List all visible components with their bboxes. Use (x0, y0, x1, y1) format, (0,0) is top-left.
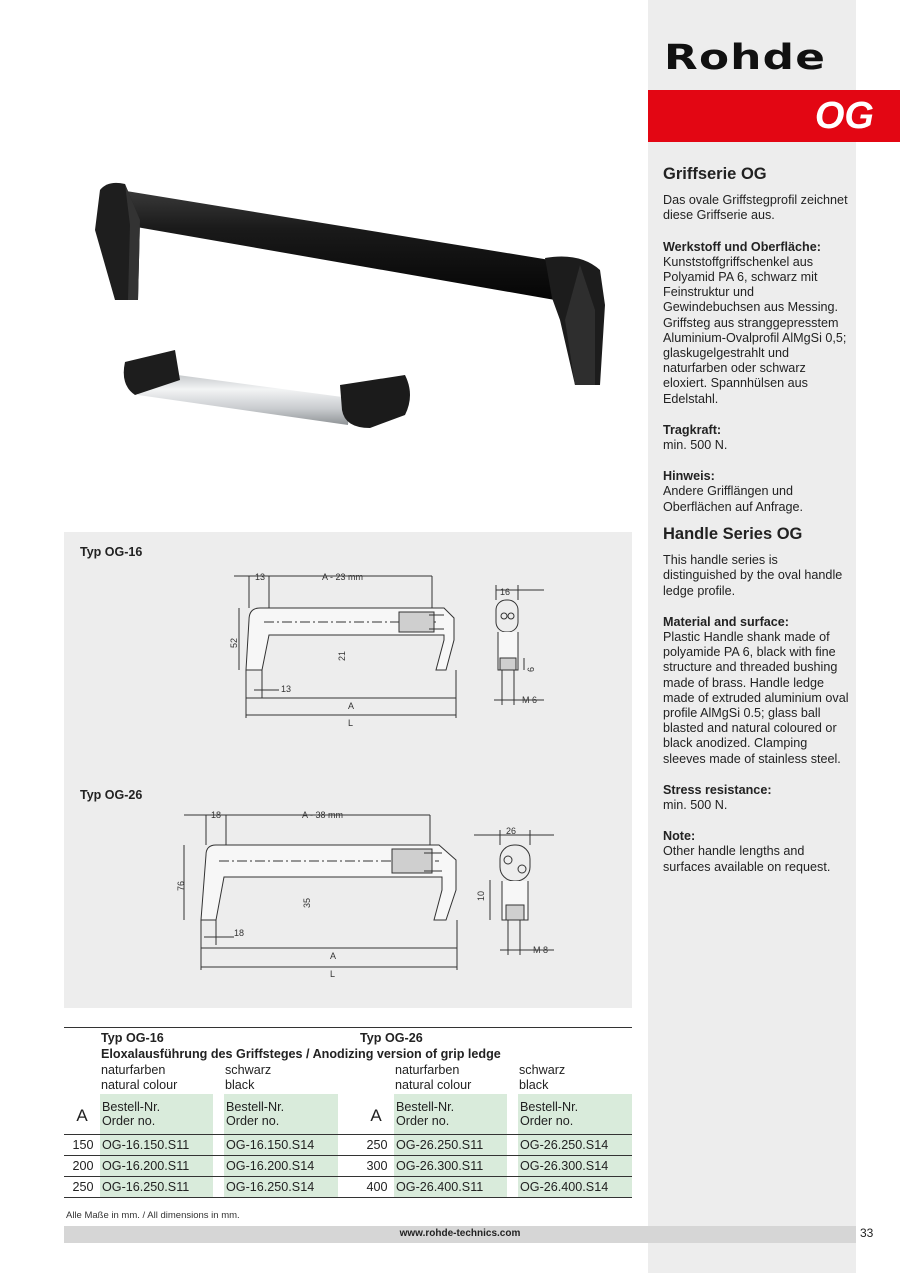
og26-a-value: 300 (366, 1159, 388, 1173)
og26-dim-height: 76 (176, 880, 186, 891)
de-note-text: Andere Grifflängen und Oberflächen auf Anfrage. (663, 484, 804, 514)
og26-dim-top-left: 18 (211, 810, 222, 820)
og16-dim-l: L (348, 718, 354, 728)
og26-a-value: 250 (366, 1138, 388, 1152)
en-material-heading: Material and surface: (663, 614, 789, 629)
og16-dim-bottom-left: 13 (281, 684, 292, 694)
og16-s11-order-no: OG-16.150.S11 (100, 1135, 213, 1156)
en-material (663, 615, 853, 767)
og26-col-a: A (370, 1105, 382, 1125)
og16-s14-order-no: OG-16.250.S14 (224, 1177, 338, 1198)
og26-dim-thread: M 8 (533, 945, 549, 955)
og26-natural-label: naturfarben natural colour (395, 1063, 472, 1092)
de-material-heading: Werkstoff und Oberfläche: (663, 239, 821, 254)
table-row (64, 1177, 632, 1198)
en-load-heading: Stress resistance: (663, 782, 772, 797)
og16-dim-top-span: A - 23 mm (322, 572, 364, 582)
german-description (663, 167, 853, 531)
en-note-text: Other handle lengths and surfaces available on request. (663, 844, 831, 874)
og16-dim-thread: M 6 (522, 695, 538, 705)
de-load-heading: Tragkraft: (663, 422, 722, 437)
og16-natural-label: naturfarben natural colour (101, 1063, 178, 1092)
order-table (64, 1027, 632, 1198)
og26-dim-side-h: 10 (476, 890, 486, 901)
og26-drawing (64, 805, 632, 985)
de-load (663, 423, 853, 453)
table-title-row (64, 1028, 632, 1047)
table-og16-title: Typ OG-16 (101, 1031, 164, 1045)
series-code: OG (814, 95, 874, 137)
og26-black-label: schwarz black (519, 1063, 566, 1092)
english-description (663, 527, 853, 891)
og26-s11-order-no: OG-26.250.S11 (394, 1135, 507, 1156)
rohde-logo: Rohde (664, 38, 827, 78)
footer-url[interactable]: www.rohde-technics.com (399, 1228, 521, 1239)
og16-dim-side-h: 6 (526, 666, 536, 672)
table-header-row (64, 1094, 632, 1135)
product-photo (80, 170, 620, 440)
og26-s14-order-no: OG-26.250.S14 (518, 1135, 632, 1156)
de-intro: Das ovale Griffstegprofil zeichnet diese Griffserie aus. (663, 193, 848, 223)
og26-drawing-label: Typ OG-26 (80, 788, 143, 802)
og26-s14-order-no: OG-26.400.S14 (518, 1177, 632, 1198)
og16-drawing-label: Typ OG-16 (80, 545, 143, 559)
en-intro: This handle series is distinguished by the oval handle ledge profile. (663, 553, 843, 598)
og26-s11-order-no: OG-26.300.S11 (394, 1156, 507, 1177)
en-load-text: min. 500 N. (663, 798, 728, 813)
og16-dim-inner: 21 (337, 650, 347, 661)
og16-dim-height: 52 (229, 637, 239, 648)
og16-col-a: A (76, 1105, 88, 1125)
og16-dim-top-left: 13 (255, 572, 266, 582)
og16-dim-a: A (348, 701, 355, 711)
og26-dim-a: A (330, 951, 337, 961)
og16-a-value: 250 (72, 1180, 94, 1194)
og16-s11-order-no: OG-16.200.S11 (100, 1156, 213, 1177)
series-banner (648, 90, 900, 142)
en-load (663, 783, 853, 813)
og16-order-header-s14: Bestell-Nr. Order no. (224, 1094, 338, 1135)
aluminium-handle-image (124, 350, 410, 428)
og16-black-label: schwarz black (225, 1063, 272, 1092)
og16-a-value: 200 (72, 1159, 94, 1173)
og26-dim-bottom-left: 18 (234, 928, 245, 938)
og26-s11-order-no: OG-26.400.S11 (394, 1177, 507, 1198)
og26-order-header-s11: Bestell-Nr. Order no. (394, 1094, 507, 1135)
en-note-heading: Note: (663, 829, 696, 844)
de-note (663, 469, 853, 515)
og26-dim-side-width: 26 (506, 826, 517, 836)
de-load-text: min. 500 N. (663, 438, 728, 453)
og16-s14-order-no: OG-16.200.S14 (224, 1156, 338, 1177)
og26-dim-l: L (330, 969, 336, 979)
en-material-text: Plastic Handle shank made of polyamide PA 6, black with fine structure and threaded bushing made of brass. Handle ledge made of extruded aluminium oval profile AlMgSi 0.5; glass ball blasted and natural coloured or black anodized. Clamping sleeves made of stainless steel. (663, 630, 849, 766)
og26-dim-top-span: A - 38 mm (302, 810, 344, 820)
table-colour-row (64, 1062, 632, 1094)
og26-s14-order-no: OG-26.300.S14 (518, 1156, 632, 1177)
page-number: 33 (860, 1226, 874, 1240)
og26-order-header-s14: Bestell-Nr. Order no. (518, 1094, 632, 1135)
og16-s14-order-no: OG-16.150.S14 (224, 1135, 338, 1156)
og26-a-value: 400 (366, 1180, 388, 1194)
de-note-heading: Hinweis: (663, 469, 715, 484)
table-row (64, 1135, 632, 1156)
table-og26-title: Typ OG-26 (360, 1031, 423, 1045)
de-material (663, 240, 853, 407)
og16-order-header-s11: Bestell-Nr. Order no. (100, 1094, 213, 1135)
og16-dim-side-width: 16 (500, 587, 511, 597)
table-row (64, 1156, 632, 1177)
en-title: Handle Series OG (663, 525, 803, 543)
footer-bar (64, 1226, 856, 1243)
table-subtitle-row (64, 1046, 632, 1062)
og16-drawing (64, 560, 632, 740)
og26-dim-inner: 35 (302, 897, 312, 908)
de-title: Griffserie OG (663, 165, 767, 183)
en-note (663, 829, 853, 875)
og16-a-value: 150 (72, 1138, 94, 1152)
table-subtitle: Eloxalausführung des Griffsteges / Anodizing version of grip ledge (101, 1047, 501, 1061)
footnote: Alle Maße in mm. / All dimensions in mm. (66, 1210, 240, 1221)
de-material-text: Kunststoffgriffschenkel aus Polyamid PA 6, schwarz mit Feinstruktur und Gewindebuchsen aus Messing. Griffsteg aus stranggepresstem Aluminium-Ovalprofil AlMgSi 0,5; glaskugelgestrahlt und naturfarben oder schwarz eloxiert. Spannhülsen aus Edelstahl. (663, 254, 847, 406)
og16-s11-order-no: OG-16.250.S11 (100, 1177, 213, 1198)
